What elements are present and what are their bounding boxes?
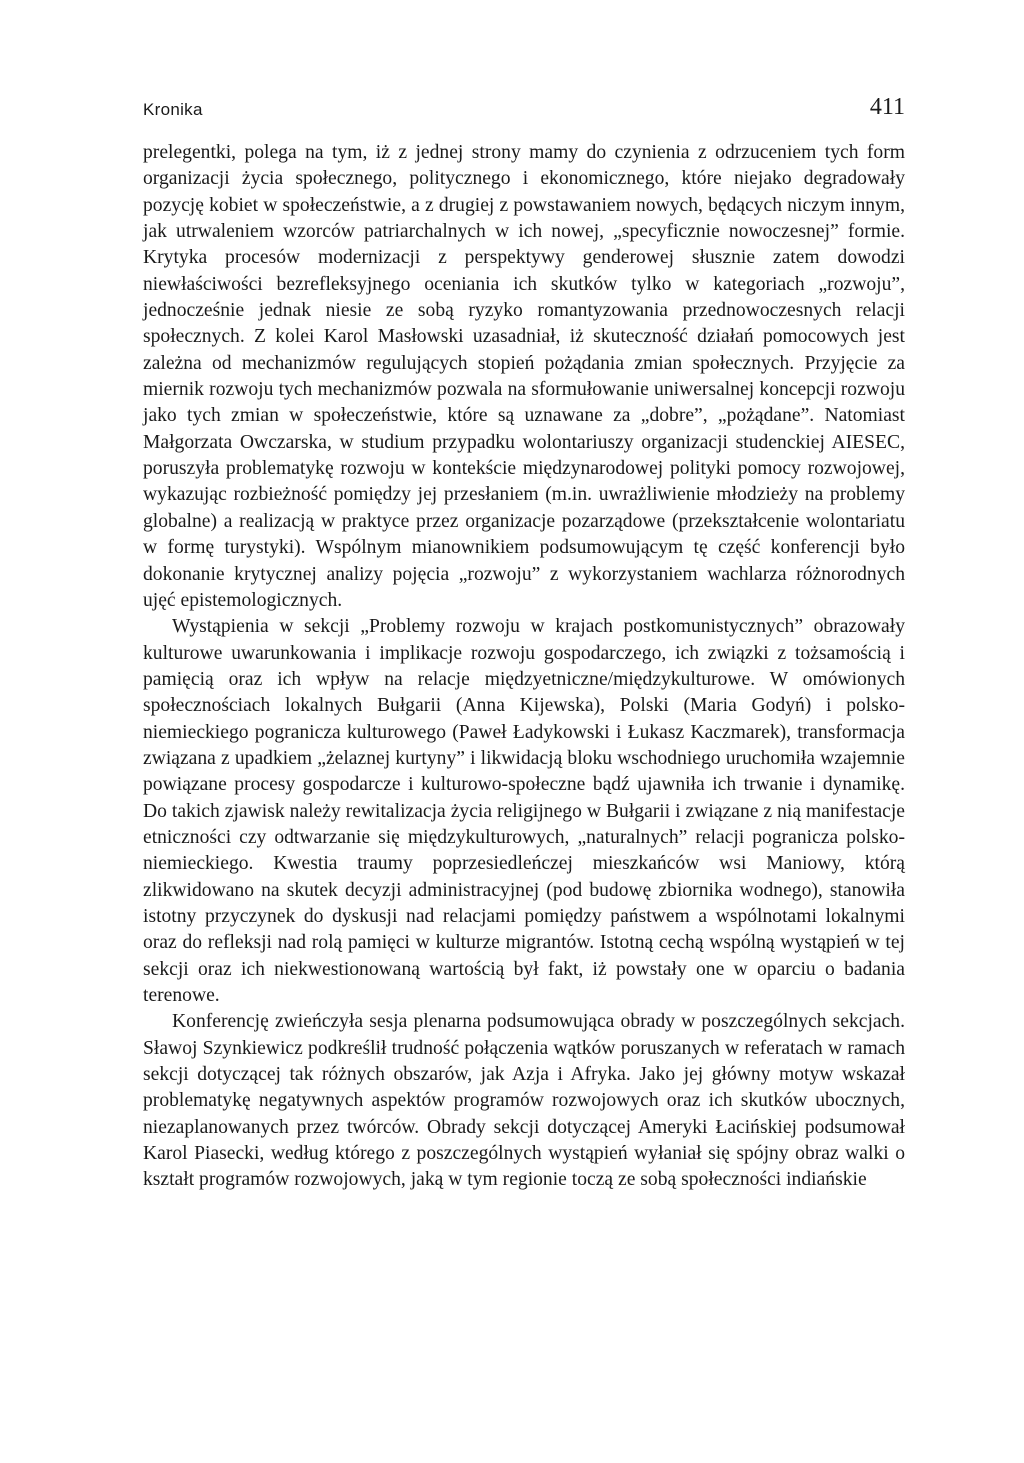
paragraph: Wystąpienia w sekcji „Problemy rozwoju w krajach postkomunistycznych” obrazowały kulturowe uwarunkowania i implikacje rozwoju gospodarczego, ich związki z tożsamością i pamięcią oraz ich wpływ na relacje międzyetniczne/międzykulturowe. W omówionych społecznościach lokalnych Bułgarii (Anna Kijewska), Polski (Maria Godyń) i polsko-niemieckiego pogranicza kulturowego (Paweł Ładykowski i Łukasz Kaczmarek), transformacja związana z upadkiem „żelaznej kurtyny” i likwidacją bloku wschodniego uruchomiła wzajemnie powiązane procesy gospodarcze i kulturowo-społeczne bądź ujawniła ich trwanie i dynamikę. Do takich zjawisk należy rewitalizacja życia religijnego w Bułgarii i związane z nią manifestacje etniczności czy odtwarzanie się międzykulturowych, „naturalnych” relacji pogranicza polsko-niemieckiego. Kwestia traumy poprzesiedleńczej mieszkańców wsi Maniowy, którą zlikwidowano na skutek decyzji administracyjnej (pod budowę zbiornika wodnego), stanowiła istotny przyczynek do dyskusji nad relacjami pomiędzy państwem a wspólnotami lokalnymi oraz do refleksji nad rolą pamięci w kulturze migrantów. Istotną cechą wspólną wystąpień w tej sekcji oraz ich niekwestionowaną wartością był fakt, iż powstały one w oparciu o badania terenowe. — [143, 616, 905, 1006]
page-number: 411 — [869, 94, 905, 120]
running-header — [143, 92, 905, 128]
paragraph: Konferencję zwieńczyła sesja plenarna podsumowująca obrady w poszczególnych sekcjach. Sławoj Szynkiewicz podkreślił trudność połączenia wątków poruszanych w referatach w ramach sekcji dotyczącej tak różnych obszarów, jak Azja i Afryka. Jako jej główny motyw wskazał problematykę negatywnych aspektów programów rozwojowych oraz ich skutków ubocznych, niezaplanowanych przez twórców. Obrady sekcji dotyczącej Ameryki Łacińskiej podsumował Karol Piasecki, według którego z poszczególnych wystąpień wyłaniał się spójny obraz walki o kształt programów rozwojowych, jaką w tym regionie toczą ze sobą społeczności indiańskie — [143, 1011, 905, 1191]
document-page — [143, 92, 905, 1194]
body-text — [143, 140, 905, 1194]
paragraph: prelegentki, polega na tym, iż z jednej strony mamy do czynienia z odrzuceniem tych form organizacji życia społecznego, politycznego i ekonomicznego, które niejako degradowały pozycję kobiet w społeczeństwie, a z drugiej z powstawaniem nowych, będących niczym innym, jak utrwaleniem wzorców patriarchalnych w ich nowej, „specyficznie nowoczesnej” formie. Krytyka procesów modernizacji z perspektywy genderowej słusznie zatem dowodzi niewłaściwości bezrefleksyjnego oceniania ich skutków tylko w kategoriach „rozwoju”, jednocześnie jednak niesie ze sobą ryzyko romantyzowania przednowoczesnych relacji społecznych. Z kolei Karol Masłowski uzasadniał, iż skuteczność działań pomocowych jest zależna od mechanizmów regulujących stopień pożądania zmian społecznych. Przyjęcie za miernik rozwoju tych mechanizmów pozwala na sformułowanie uniwersalnej koncepcji rozwoju jako tych zmian w społeczeństwie, które są uznawane za „dobre”, „pożądane”. Natomiast Małgorzata Owczarska, w studium przypadku wolontariuszy organizacji studenckiej AIESEC, poruszyła problematykę rozwoju w kontekście międzynarodowej polityki pomocy rozwojowej, wykazując rozbieżność pomiędzy jej przesłaniem (m.in. uwrażliwienie młodzieży na problemy globalne) a realizacją w praktyce przez organizacje pozarządowe (przekształcenie wolontariatu w formę turystyki). Wspólnym mianownikiem podsumowującym tę część konferencji było dokonanie krytycznej analizy pojęcia „rozwoju” z wykorzystaniem wachlarza różnorodnych ujęć epistemologicznych. — [143, 142, 905, 611]
section-title: Kronika — [143, 100, 203, 119]
